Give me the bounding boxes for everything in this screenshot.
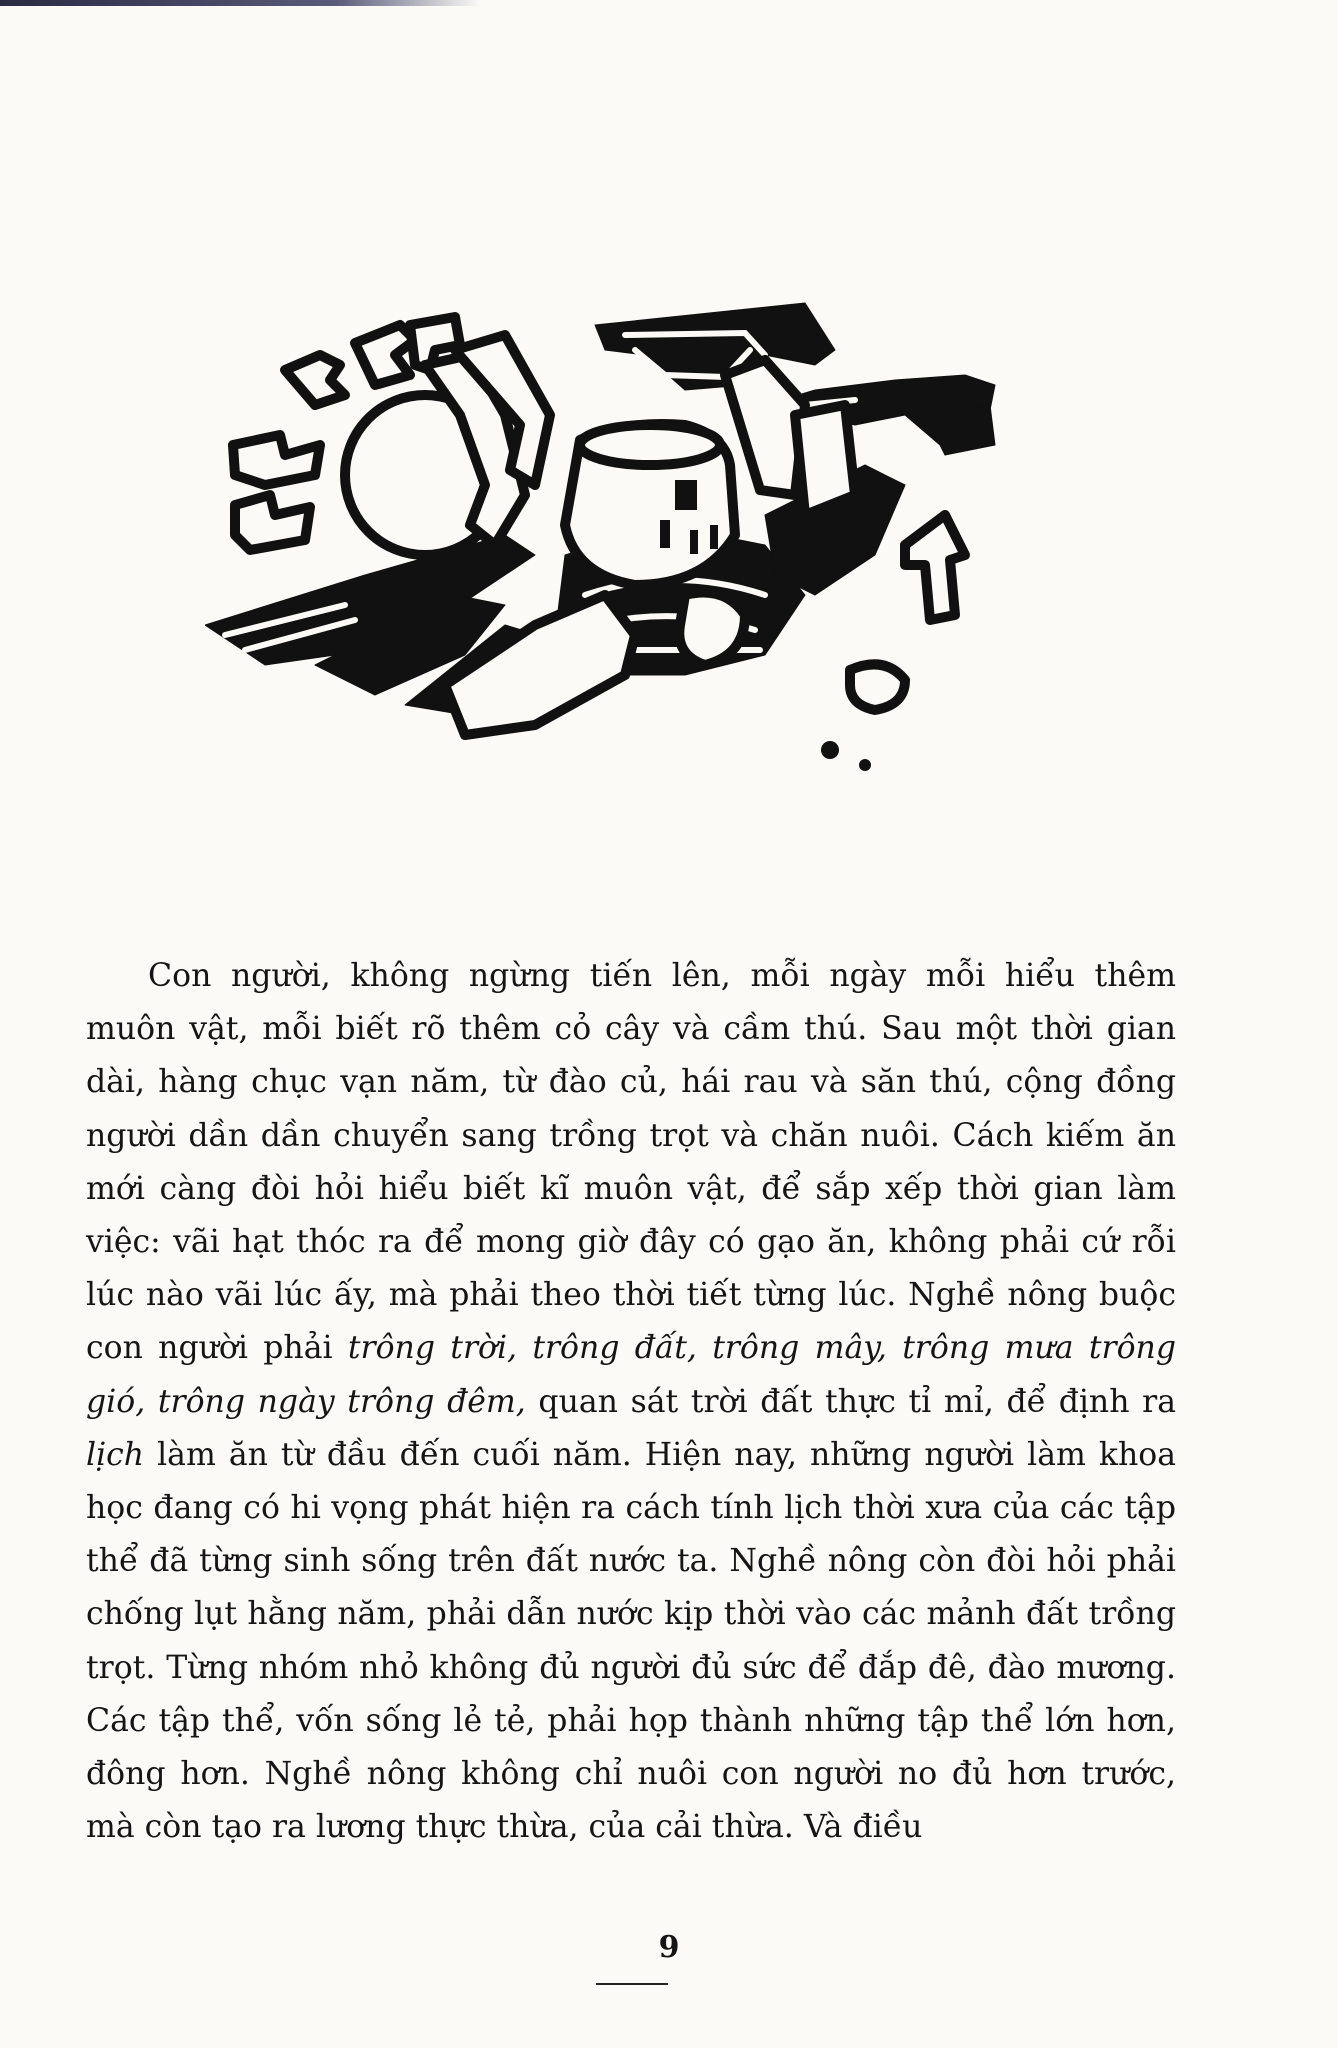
paragraph-part-2-italic: trông trời, trông đất, trông mây, trông mưa trông gió, trông ngày trông đêm,	[86, 1330, 1176, 1420]
scan-edge-band	[0, 0, 480, 6]
page-number-rule	[596, 1983, 668, 1985]
paragraph-part-4-italic: lịch	[86, 1436, 145, 1473]
page-number: 9	[658, 1930, 680, 1965]
paragraph-part-3: quan sát trời đất thực tỉ mỉ, để định ra	[525, 1383, 1176, 1420]
paragraph-part-1: Con người, không ngừng tiến lên, mỗi ngày mỗi hiểu thêm muôn vật, mỗi biết rõ thêm cỏ cây và cầm thú. Sau một thời gian dài, hàng chục vạn năm, từ đào củ, hái rau và săn thú, cộng đồng người dần dần chuyển sang trồng trọt và chăn nuôi. Cách kiếm ăn mới càng đòi hỏi hiểu biết kĩ muôn vật, để sắp xếp thời gian làm việc: vãi hạt thóc ra để mong giờ đây có gạo ăn, không phải cứ rỗi lúc nào vãi lúc ấy, mà phải theo thời tiết từng lúc. Nghề nông buộc con người phải	[86, 958, 1176, 1367]
woodcut-illustration	[205, 295, 1005, 795]
body-paragraph	[86, 950, 1176, 1854]
paragraph-part-5: làm ăn từ đầu đến cuối năm. Hiện nay, những người làm khoa học đang có hi vọng phát hiện ra cách tính lịch thời xưa của các tập thể đã từng sinh sống trên đất nước ta. Nghề nông còn đòi hỏi phải chống lụt hằng năm, phải dẫn nước kịp thời vào các mảnh đất trồng trọt. Từng nhóm nhỏ không đủ người đủ sức để đắp đê, đào mương. Các tập thể, vốn sống lẻ tẻ, phải họp thành những tập thể lớn hơn, đông hơn. Nghề nông không chỉ nuôi con người no đủ hơn trước, mà còn tạo ra lương thực thừa, của cải thừa. Và điều	[86, 1436, 1176, 1846]
